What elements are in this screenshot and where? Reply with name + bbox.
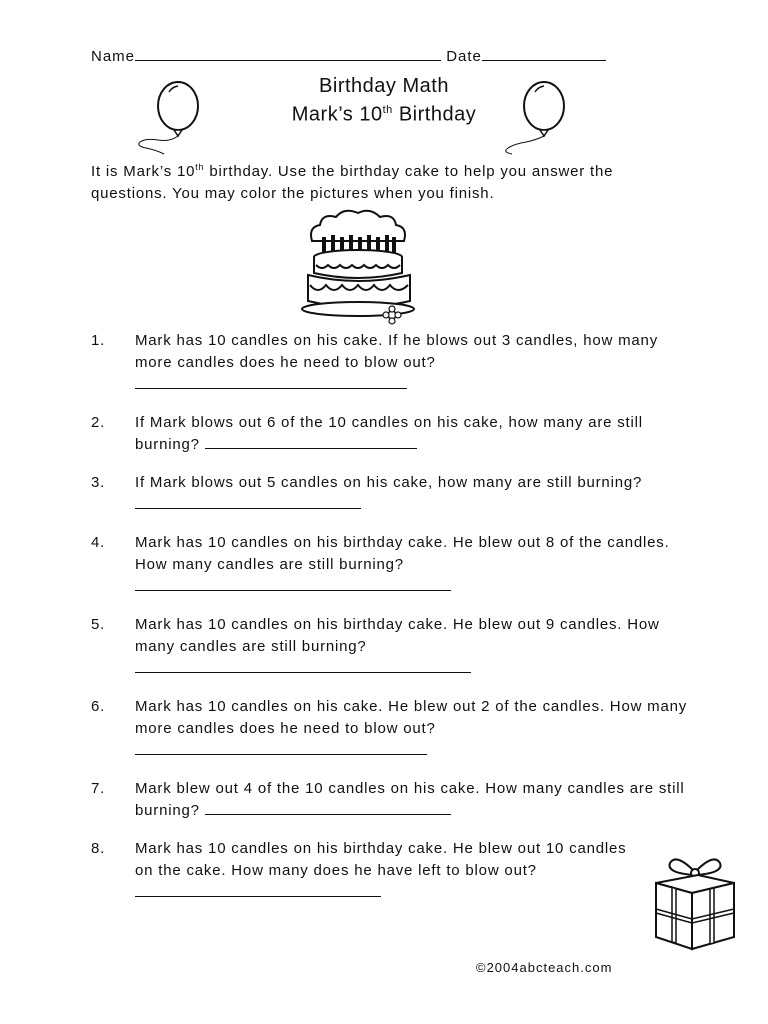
name-label: Name xyxy=(91,48,136,65)
question-number: 7. xyxy=(91,780,106,797)
answer-blank[interactable] xyxy=(135,494,361,509)
title-line-2 xyxy=(0,98,768,127)
question-3 xyxy=(91,472,691,516)
question-text-block xyxy=(135,838,647,904)
question-text-block xyxy=(135,412,691,456)
question-text: Mark has 10 candles on his birthday cake. He blew out 9 candles. How many candles are still burning? xyxy=(135,616,660,655)
answer-blank[interactable] xyxy=(205,434,417,449)
question-4 xyxy=(91,532,691,598)
name-blank[interactable] xyxy=(135,48,441,61)
date-blank[interactable] xyxy=(482,48,606,61)
question-7 xyxy=(91,778,691,822)
question-text-block xyxy=(135,614,691,680)
question-text: Mark has 10 candles on his cake. If he blows out 3 candles, how many more candles does he need to blow out? xyxy=(135,332,658,371)
answer-blank[interactable] xyxy=(135,576,451,591)
balloon-icon xyxy=(492,80,582,160)
date-label: Date xyxy=(446,48,482,65)
worksheet-title xyxy=(0,74,768,127)
answer-blank[interactable] xyxy=(205,800,451,815)
question-text: Mark has 10 candles on his birthday cake. He blew out 10 candles on the cake. How many does he have left to blow out? xyxy=(135,840,627,879)
title-line-1: Birthday Math xyxy=(319,75,449,97)
question-number: 4. xyxy=(91,534,106,551)
question-number: 1. xyxy=(91,332,106,349)
question-number: 2. xyxy=(91,414,106,431)
title-line-2-main: Mark’s 10 xyxy=(291,103,383,126)
question-2 xyxy=(91,412,691,456)
intro-text-end: birthday. Use the birthday cake to help you answer the questions. You may color the pictures when you finish. xyxy=(91,163,614,202)
question-text: Mark blew out 4 of the 10 candles on his cake. How many candles are still burning? xyxy=(135,780,685,819)
question-text: If Mark blows out 6 of the 10 candles on his cake, how many are still burning? xyxy=(135,414,643,453)
answer-blank[interactable] xyxy=(135,658,471,673)
name-date-line xyxy=(91,48,606,65)
title-line-2-sup: th xyxy=(382,104,393,116)
intro-paragraph xyxy=(91,156,691,205)
question-6 xyxy=(91,696,691,762)
question-5 xyxy=(91,614,691,680)
question-number: 5. xyxy=(91,616,106,633)
question-text: Mark has 10 candles on his cake. He blew out 2 of the candles. How many more candles does he need to blow out? xyxy=(135,698,688,737)
birthday-cake-icon xyxy=(300,207,420,327)
question-text: If Mark blows out 5 candles on his cake, how many are still burning? xyxy=(135,474,643,491)
answer-blank[interactable] xyxy=(135,374,407,389)
question-text-block xyxy=(135,778,691,822)
question-text-block xyxy=(135,472,691,516)
question-text-block xyxy=(135,330,691,396)
answer-blank[interactable] xyxy=(135,882,381,897)
question-number: 3. xyxy=(91,474,106,491)
question-text-block xyxy=(135,532,691,598)
title-line-2-end: Birthday xyxy=(392,103,477,126)
intro-text-start: It is Mark’s 10 xyxy=(91,163,196,180)
question-text: Mark has 10 candles on his birthday cake. He blew out 8 of the candles. How many candles are still burning? xyxy=(135,534,670,573)
question-text-block xyxy=(135,696,691,762)
question-1 xyxy=(91,330,691,396)
intro-sup: th xyxy=(195,162,205,172)
question-number: 8. xyxy=(91,840,106,857)
answer-blank[interactable] xyxy=(135,740,427,755)
question-number: 6. xyxy=(91,698,106,715)
gift-box-icon xyxy=(650,853,740,953)
copyright-text: ©2004abcteach.com xyxy=(476,960,613,975)
balloon-icon xyxy=(128,80,218,160)
question-8 xyxy=(91,838,651,904)
